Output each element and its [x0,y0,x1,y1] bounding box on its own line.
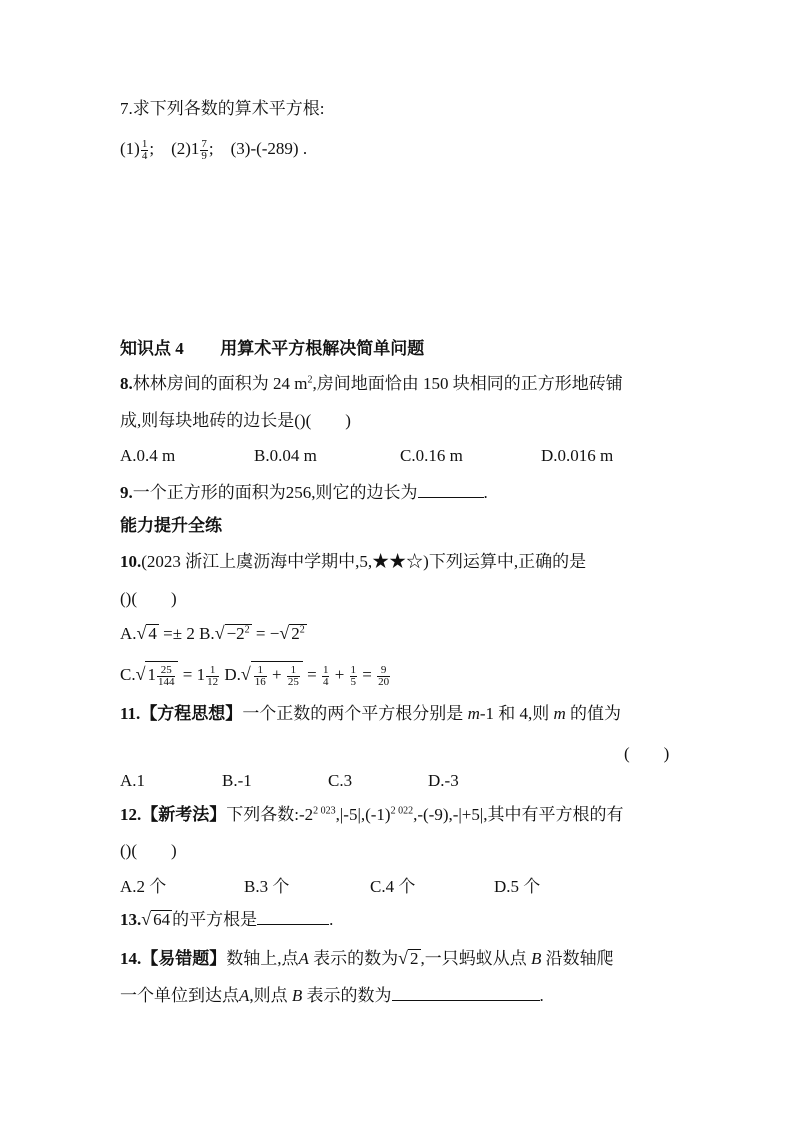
q10-stem-line2: ()( ) [120,589,177,608]
q12-option-c: C.4 个 [370,877,416,896]
q8-option-c: C.0.16 m [400,446,463,465]
q10-option-c: C.√ 1 $\frac{25}{144}$ = 1 $\frac{1}{12}$ [120,665,220,684]
q8-option-a: A.0.4 m [120,446,176,465]
q7-stem: 7.求下列各数的算术平方根: [120,99,325,118]
q9-answer-blank[interactable] [418,481,484,498]
q11-answer-paren[interactable]: ( ) [624,744,670,763]
q14-stem-line1: 14.【易错题】数轴上,点A 表示的数为√ 2 ,一只蚂蚁从点 B 沿数轴爬 [120,948,614,968]
q10-option-b: $B.√ -2^2$ = −√ $2^2$ [199,623,305,643]
q8-stem-line1: 8.林林房间的面积为 24 $m^2$,房间地面恰由 150 块相同的正方形地砖铺 [120,374,623,393]
q10-option-d: D.√ $\frac{1}{16}$ + $\frac{1}{25}$ = $\frac{1}{4}$ + $\frac{1}{5}$ = $\frac{9}{20}$ [224,665,391,684]
q7-parts: (1) $\frac{1}{4}$ ; (2)1 $\frac{7}{9}$ ; (3)-(-289) . [120,137,308,162]
q7-frac-2: $\frac{7}{9}$ [201,137,207,162]
q13: 13.√ 64 的平方根是 . [120,909,334,929]
q12-stem-line1: 12.【新考法】下列各数$:-2^{2 023},|-5|,(-1)^{2 022},-(-9),-|+5|$,其中有平方根的有 [120,805,624,824]
q13-radical: √ 64 [141,909,171,929]
q11-option-a: A.1 [120,771,146,790]
q11-options [120,771,680,793]
q11-option-d: D.-3 [428,771,459,790]
q12-option-d: D.5 个 [494,877,541,896]
q11-option-c: C.3 [328,771,353,790]
q8-stem-line2: 成,则每块地砖的边长是()( ) [120,411,351,430]
q8-option-b: B.0.04 m [254,446,317,465]
q11-stem: 11.【方程思想】一个正数的两个平方根分别是 m-1 和 4,则 m 的值为 [120,704,622,723]
q11-option-b: B.-1 [222,771,252,790]
q10-stem-line1: 10.(2023 浙江上虞沥海中学期中,5,★★☆)下列运算中,正确的是 [120,552,587,571]
q14-answer-blank[interactable] [392,984,540,1001]
q12-option-a: A.2 个 [120,877,167,896]
q12-options [120,872,680,894]
q14-radical: √ 2 [398,948,419,968]
q7-frac-1: $\frac{1}{4}$ [141,137,148,162]
q9: 9.一个正方形的面积为256,则它的边长为 . [120,483,488,502]
q12-option-b: B.3 个 [244,877,290,896]
q10-options-cd [120,659,391,690]
q12-stem-line2: ()( ) [120,841,177,860]
q13-answer-blank[interactable] [257,908,329,925]
q14-stem-line2: 一个单位到达点A,则点 B 表示的数为 . [120,986,544,1005]
q10-options-ab [120,622,307,645]
section-heading-4: 知识点 4 用算术平方根解决简单问题 [120,339,425,358]
q8-options [120,446,680,468]
q10-option-a: A.√ 4 =± 2 [120,623,195,643]
section-heading-ability: 能力提升全练 [120,516,222,535]
q8-option-d: D.0.016 m [541,446,614,465]
